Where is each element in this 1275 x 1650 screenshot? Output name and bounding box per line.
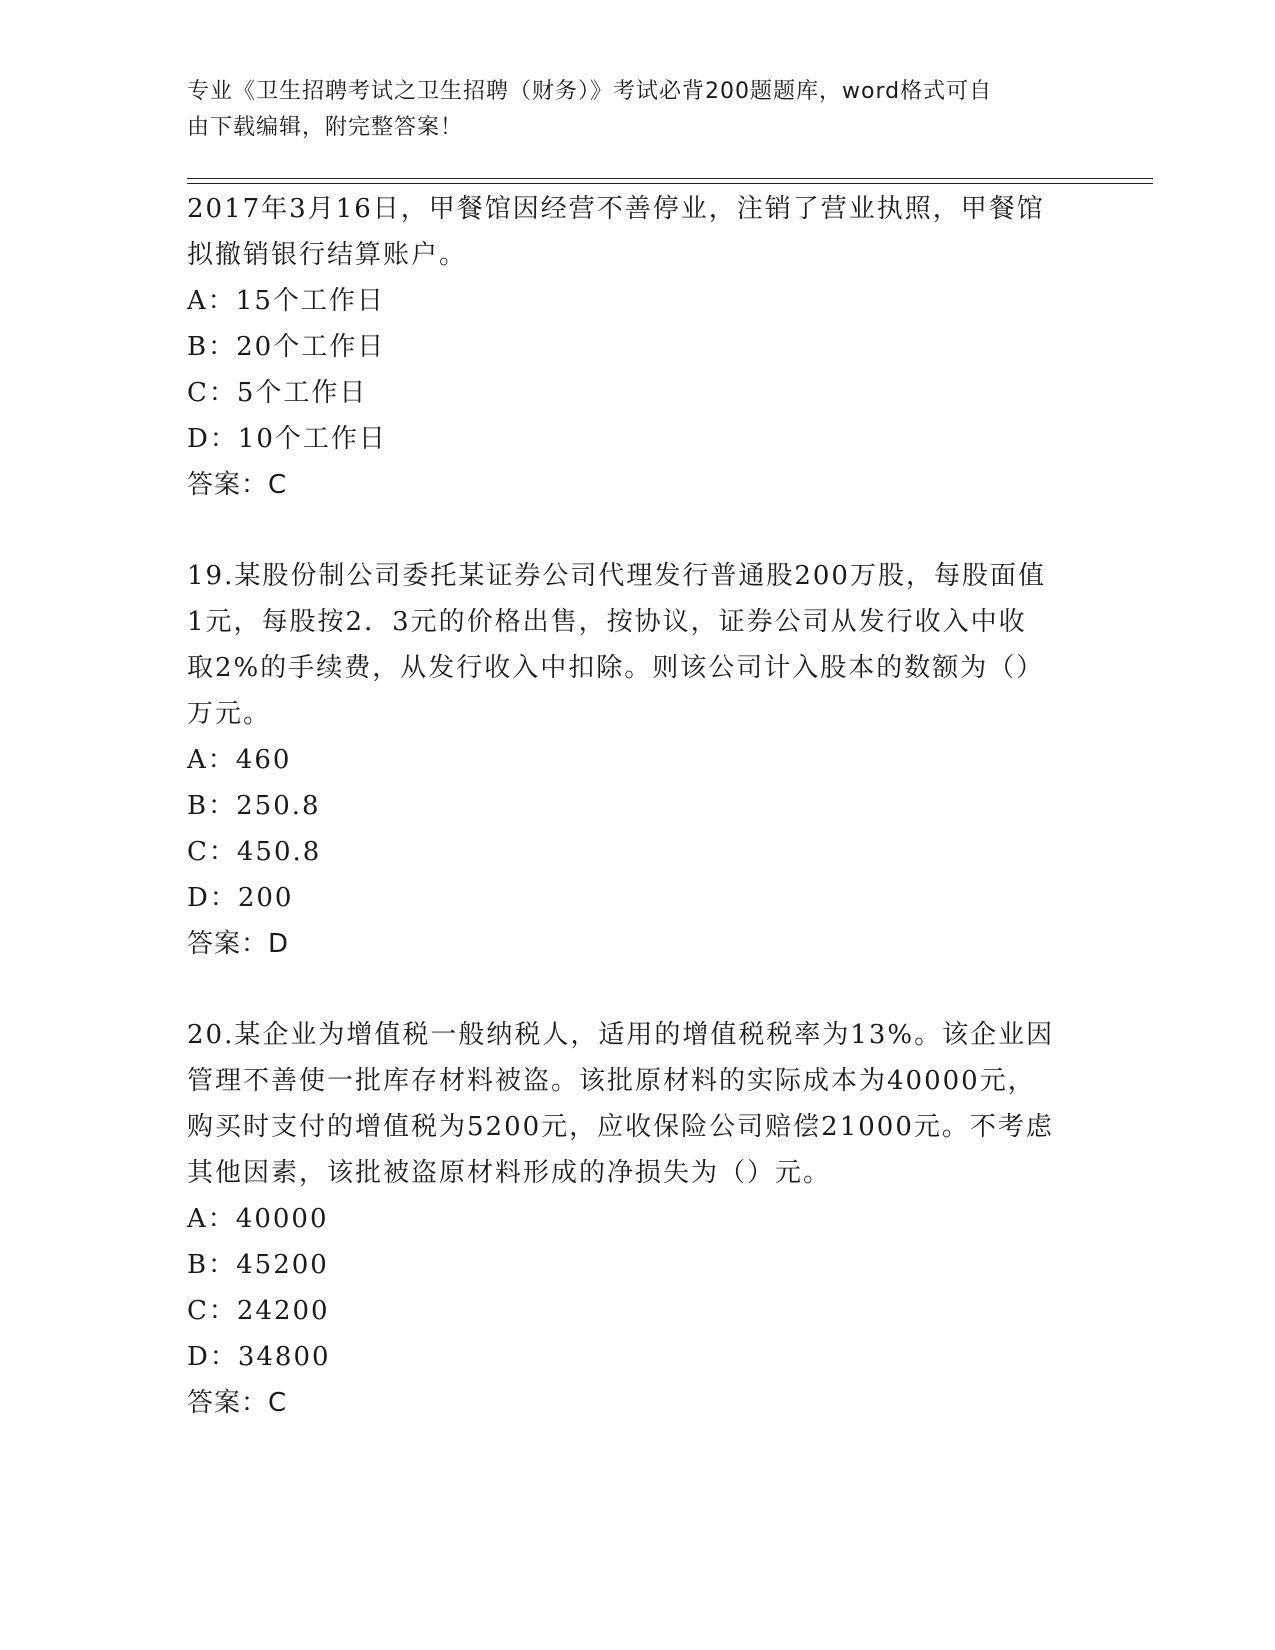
- option-b: B：45200: [187, 1250, 329, 1280]
- option-a: A：460: [187, 745, 292, 775]
- question-item: [187, 1012, 1087, 1426]
- question-text-line: 其他因素，该批被盗原材料形成的净损失为（）元。: [187, 1158, 832, 1188]
- header-line: 专业《卫生招聘考试之卫生招聘（财务）》考试必背200题题库，word格式可自: [187, 79, 993, 104]
- question-text-line: 19.某股份制公司委托某证券公司代理发行普通股200万股，每股面值: [187, 561, 1046, 591]
- option-c: C：5个工作日: [187, 378, 368, 408]
- question-text-line: 拟撤销银行结算账户。: [187, 240, 468, 270]
- question-list: [187, 186, 1087, 1426]
- question-text-line: 1元，每股按2．3元的价格出售，按协议，证券公司从发行收入中收: [187, 607, 1027, 637]
- answer-line: 答案：C: [187, 1388, 288, 1418]
- option-d: D：10个工作日: [187, 424, 387, 454]
- header-divider: [187, 178, 1153, 179]
- document-header: [187, 74, 1067, 146]
- question-text-line: 万元。: [187, 699, 272, 729]
- answer-line: 答案：D: [187, 929, 290, 959]
- question-text-line: 管理不善使一批库存材料被盗。该批原材料的实际成本为40000元，: [187, 1066, 1036, 1096]
- option-b: B：20个工作日: [187, 332, 386, 362]
- option-d: D：200: [187, 883, 294, 913]
- option-a: A：40000: [187, 1204, 329, 1234]
- option-a: A：15个工作日: [187, 286, 385, 316]
- question-item: [187, 553, 1087, 967]
- header-line: 由下载编辑，附完整答案！: [187, 115, 464, 140]
- question-text-line: 20.某企业为增值税一般纳税人，适用的增值税税率为13%。该企业因: [187, 1020, 1055, 1050]
- option-c: C：450.8: [187, 837, 322, 867]
- question-text-line: 购买时支付的增值税为5200元，应收保险公司赔偿21000元。不考虑: [187, 1112, 1054, 1142]
- option-c: C：24200: [187, 1296, 330, 1326]
- header-divider: [187, 183, 1153, 184]
- answer-line: 答案：C: [187, 470, 288, 500]
- question-text-line: 取2%的手续费，从发行收入中扣除。则该公司计入股本的数额为（）: [187, 653, 1045, 683]
- question-item: [187, 186, 1087, 508]
- option-b: B：250.8: [187, 791, 321, 821]
- question-text-line: 2017年3月16日，甲餐馆因经营不善停业，注销了营业执照，甲餐馆: [187, 194, 1045, 224]
- option-d: D：34800: [187, 1342, 331, 1372]
